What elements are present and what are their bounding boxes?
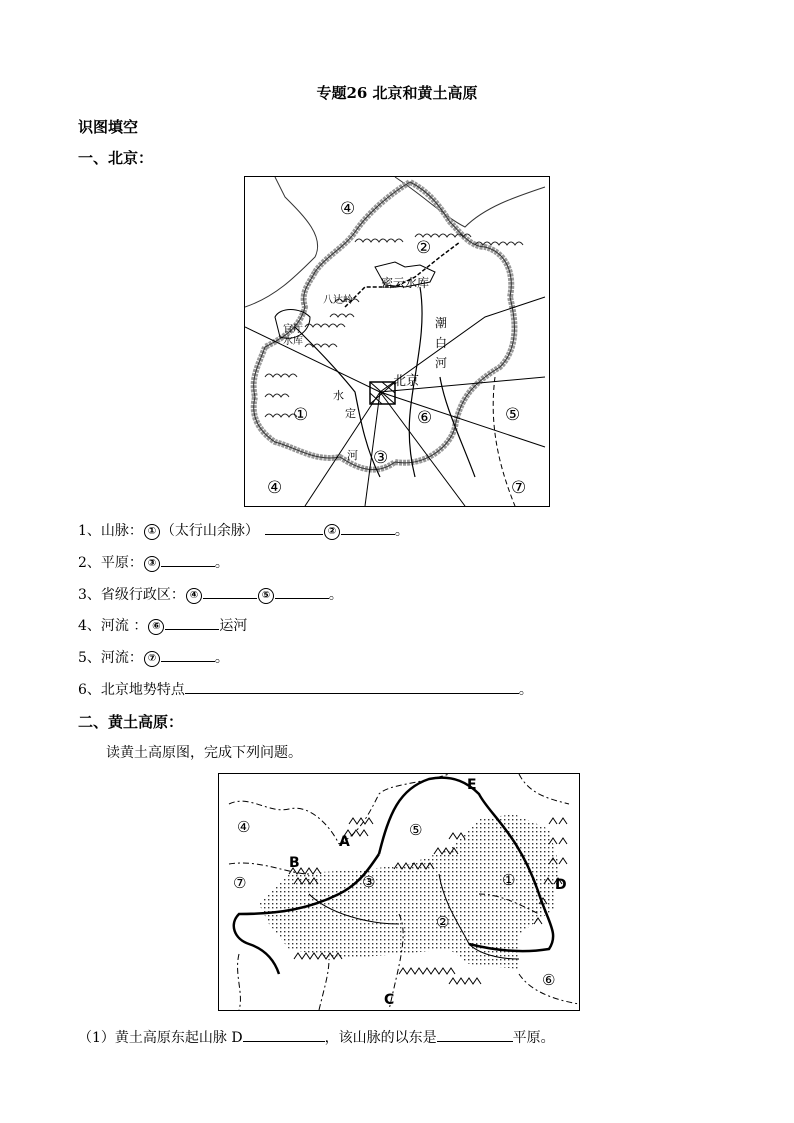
loess-label-5: ⑤ [409, 821, 423, 839]
q1-text: （太行山余脉） [160, 523, 259, 539]
q3-prefix: 3、省级行政区： [78, 587, 185, 603]
yong-label-3: 河 [347, 449, 358, 462]
question-4 [78, 615, 247, 635]
loess-label-1: ① [502, 871, 516, 889]
part1-heading: 一、北京： [78, 149, 154, 167]
q4-prefix: 4、河流 ： [78, 618, 148, 634]
q6-end: 。 [518, 682, 533, 698]
p2q1-blank-1[interactable] [243, 1027, 325, 1042]
p2q1-blank-2[interactable] [437, 1027, 513, 1042]
loess-label-C: C [384, 992, 395, 1008]
q5-prefix: 5、河流： [78, 650, 143, 666]
loess-label-D: D [555, 877, 567, 893]
beijing-label-3: ③ [373, 448, 389, 468]
loess-label-B: B [289, 855, 300, 871]
beijing-label-4-top: ④ [340, 199, 356, 219]
q4-text: 运河 [219, 618, 248, 634]
q1-end: 。 [394, 523, 409, 539]
badaling-label: 八达岭 [323, 295, 353, 306]
q2-circle: ③ [144, 556, 160, 572]
q4-blank[interactable] [165, 615, 219, 630]
loess-label-3: ③ [362, 873, 376, 891]
q3-blank-1[interactable] [203, 584, 257, 599]
chao-label-1: 潮 [435, 316, 448, 330]
question-6 [78, 679, 533, 699]
chao-label-2: 白 [435, 336, 448, 350]
q3-end: 。 [328, 587, 343, 603]
beijing-city-label: 北京 [393, 374, 420, 389]
q2-end: 。 [214, 555, 229, 571]
section-header: 识图填空 [78, 118, 139, 136]
miyun-label: 密云水库 [381, 276, 430, 290]
yong-label-2: 定 [345, 407, 356, 420]
question-2 [78, 552, 229, 572]
guanting-label-2: 水库 [283, 336, 303, 347]
loess-label-4: ④ [237, 818, 251, 836]
loess-label-6: ⑥ [542, 971, 556, 989]
q6-blank[interactable] [185, 679, 519, 694]
p2q1-mid: ，该山脉的以东是 [324, 1030, 437, 1046]
q5-blank[interactable] [161, 647, 215, 662]
q2-prefix: 2、平原： [78, 555, 143, 571]
beijing-label-5: ⑤ [505, 405, 521, 425]
part2-question-1 [78, 1027, 555, 1047]
loess-label-7: ⑦ [233, 874, 247, 892]
guanting-label-1: 官厅 [283, 324, 303, 335]
yong-label-1: 水 [333, 389, 344, 402]
q3-circle-2: ⑤ [258, 588, 274, 604]
beijing-label-7: ⑦ [511, 478, 527, 498]
loess-plateau-map [218, 773, 580, 1011]
q1-circle-1: ① [144, 524, 160, 540]
p2q1-prefix: （1）黄土高原东起山脉 D [78, 1030, 243, 1046]
q3-circle-1: ④ [186, 588, 202, 604]
part2-heading: 二、黄土高原： [78, 713, 184, 731]
q1-prefix: 1、山脉： [78, 523, 143, 539]
q5-circle: ⑦ [144, 651, 160, 667]
page-title: 专题26 北京和黄土高原 [316, 84, 478, 102]
question-3 [78, 584, 343, 604]
loess-map-drawing [219, 774, 579, 1010]
loess-label-A: A [339, 834, 350, 850]
q1-blank-2[interactable] [341, 520, 395, 535]
q1-circle-2: ② [324, 524, 340, 540]
question-5 [78, 647, 229, 667]
q6-prefix: 6、北京地势特点 [78, 682, 185, 698]
q1-blank-1[interactable] [265, 520, 323, 535]
part2-intro: 读黄土高原图，完成下列问题。 [106, 745, 302, 761]
q4-circle: ⑥ [148, 619, 164, 635]
loess-label-2: ② [436, 913, 450, 931]
q5-end: 。 [214, 650, 229, 666]
q2-blank[interactable] [161, 552, 215, 567]
q3-blank-2[interactable] [275, 584, 329, 599]
beijing-label-4-bottom: ④ [267, 478, 283, 498]
beijing-label-1: ① [293, 405, 309, 425]
beijing-map [244, 176, 550, 507]
question-1 [78, 520, 409, 540]
beijing-label-2: ② [416, 238, 432, 258]
p2q1-end: 平原。 [512, 1030, 555, 1046]
loess-label-E: E [467, 777, 477, 793]
chao-label-3: 河 [435, 356, 448, 370]
beijing-map-drawing [245, 177, 549, 506]
beijing-label-6: ⑥ [417, 408, 433, 428]
